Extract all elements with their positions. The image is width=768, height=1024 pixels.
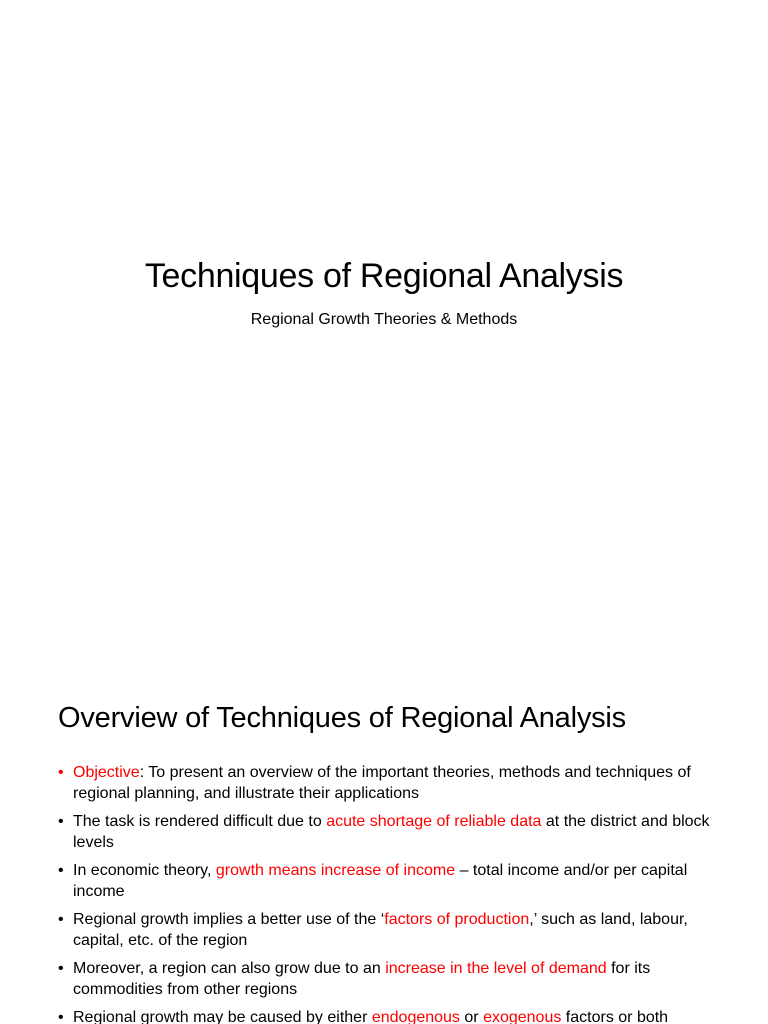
bullet-item: [0, 763, 768, 804]
bullet-item: [0, 861, 768, 902]
bullet-list: [0, 763, 768, 1024]
slide-title: Techniques of Regional Analysis: [144, 257, 624, 295]
bullet-text: or: [459, 1009, 484, 1024]
slide-subtitle: Regional Growth Theories & Methods: [250, 311, 518, 328]
bullet-text: ,’ such as land, labour, capital, etc. of the region: [73, 911, 688, 949]
bullet-item: [0, 1008, 768, 1024]
bullet-marker: •: [58, 813, 64, 830]
title-slide: [0, 252, 768, 331]
bullet-text: The task is rendered difficult due to: [73, 813, 327, 830]
bullet-item: [0, 812, 768, 853]
bullet-text: at the district and block levels: [73, 813, 710, 851]
bullet-text: In economic theory,: [73, 862, 216, 879]
bullet-text: Moreover, a region can also grow due to an: [73, 960, 386, 977]
bullet-text: Regional growth may be caused by either: [73, 1009, 372, 1024]
bullet-marker: •: [58, 764, 64, 781]
overview-title: Overview of Techniques of Regional Analysis: [58, 702, 626, 734]
bullet-item: [0, 910, 768, 951]
bullet-marker: •: [58, 960, 64, 977]
bullet-text: : To present an overview of the important theories, methods and techniques of regional planning, and illustrate their applications: [73, 764, 691, 802]
bullet-marker: •: [58, 1009, 64, 1024]
bullet-text: for its commodities from other regions: [73, 960, 651, 998]
overview-slide: [0, 690, 768, 1024]
highlighted-text: increase in the level of demand: [385, 960, 607, 977]
bullet-text: Regional growth implies a better use of the ‘: [73, 911, 385, 928]
bullet-marker: •: [58, 911, 64, 928]
bullet-text: – total income and/or per capital income: [73, 862, 688, 900]
bullet-item: [0, 959, 768, 1000]
highlighted-text: acute shortage of reliable data: [326, 813, 542, 830]
highlighted-text: endogenous: [371, 1009, 460, 1024]
highlighted-text: exogenous: [483, 1009, 562, 1024]
highlighted-text: factors of production: [384, 911, 530, 928]
bullet-marker: •: [58, 862, 64, 879]
highlighted-text: growth means increase of income: [215, 862, 456, 879]
bullet-text: factors or both: [561, 1009, 669, 1024]
highlighted-text: Objective: [73, 764, 140, 781]
